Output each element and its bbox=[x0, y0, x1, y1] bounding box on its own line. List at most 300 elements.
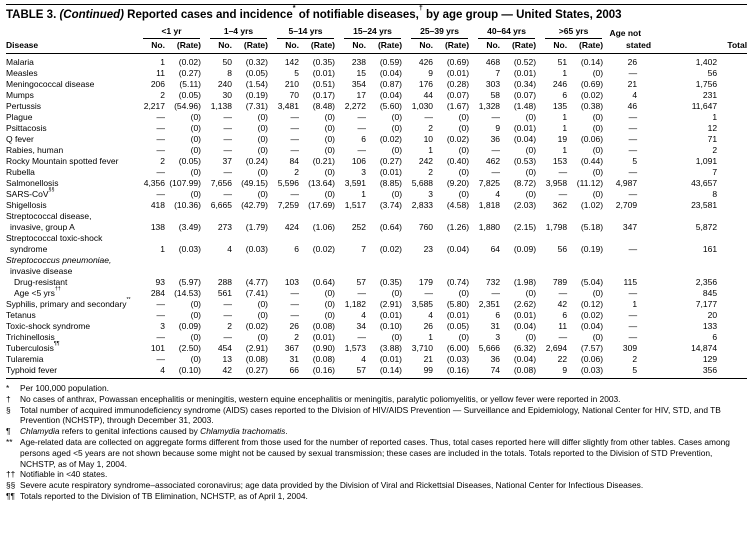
cell-rate: (7.41) bbox=[245, 288, 268, 298]
cell-rate: (0.14) bbox=[580, 57, 604, 67]
cell-rate: (0) bbox=[257, 112, 268, 122]
disease-name-line bbox=[6, 200, 134, 211]
col-header-no: No. bbox=[402, 39, 433, 54]
cell-rate: (0) bbox=[324, 288, 336, 298]
footnote-marker: ¶¶ bbox=[6, 490, 15, 501]
cell-no: 4 bbox=[495, 189, 501, 199]
cell-no: 732 bbox=[485, 277, 501, 287]
cell-no: 418 bbox=[150, 200, 165, 210]
cell-no: 6,665 bbox=[210, 200, 232, 210]
disease-name bbox=[6, 354, 134, 365]
cell-no: 70 bbox=[289, 90, 299, 100]
cell-no: 288 bbox=[217, 277, 232, 287]
col-header-disease: Disease bbox=[6, 39, 134, 54]
disease-group-header-row bbox=[6, 255, 747, 277]
superscript-marker: ** bbox=[126, 296, 131, 303]
cell-no: 57 bbox=[356, 277, 367, 287]
disease-row bbox=[6, 299, 747, 310]
col-header-no: No. bbox=[335, 39, 366, 54]
cell-rate: (0.34) bbox=[513, 79, 537, 89]
disease-name-line bbox=[6, 222, 134, 233]
superscript-marker: ¶¶ bbox=[53, 340, 60, 347]
cell-rate: (0) bbox=[458, 145, 470, 155]
cell-rate: (0.69) bbox=[446, 57, 470, 67]
cell-rate: (0.02) bbox=[379, 244, 403, 254]
text-segment: Tularemia bbox=[6, 354, 44, 364]
cell-rate: (0.03) bbox=[245, 244, 268, 254]
col-header-rate: (Rate) bbox=[299, 39, 335, 54]
cell-no: — bbox=[156, 310, 165, 320]
disease-name-line bbox=[6, 134, 134, 145]
cell-age-not-stated: — bbox=[628, 123, 638, 133]
cell-rate: (0.05) bbox=[245, 68, 268, 78]
top-rule bbox=[6, 4, 747, 5]
cell-rate: (0.09) bbox=[178, 321, 201, 331]
cell-no: 31 bbox=[289, 354, 299, 364]
disease-row bbox=[6, 288, 747, 299]
cell-no: 3 bbox=[495, 332, 501, 342]
cell-no: — bbox=[156, 354, 165, 364]
cell-no: 3,710 bbox=[411, 343, 434, 353]
cell-no: — bbox=[290, 112, 299, 122]
text-segment: . bbox=[285, 426, 288, 437]
cell-rate: (3.49) bbox=[178, 222, 201, 232]
cell-total: 56 bbox=[707, 68, 718, 78]
disease-name bbox=[6, 186, 134, 200]
cell-no: — bbox=[156, 134, 165, 144]
cell-rate: (0.40) bbox=[446, 156, 470, 166]
cell-total: 161 bbox=[702, 244, 718, 254]
cell-age-not-stated: 347 bbox=[622, 222, 638, 232]
cell-no: — bbox=[357, 288, 367, 298]
cell-no: 57 bbox=[335, 365, 366, 379]
age-group-header-25-39yrs bbox=[402, 26, 469, 39]
footnote-text bbox=[20, 469, 747, 480]
cell-no: 468 bbox=[485, 57, 501, 67]
cell-rate: (0) bbox=[324, 123, 336, 133]
cell-rate: (0) bbox=[525, 332, 537, 342]
cell-no: — bbox=[223, 145, 232, 155]
cell-rate: (0.02) bbox=[245, 321, 268, 331]
cell-rate: (0) bbox=[190, 310, 201, 320]
text-segment: Malaria bbox=[6, 57, 34, 67]
cell-rate: (0.02) bbox=[580, 90, 604, 100]
age-group-label: 40–64 yrs bbox=[478, 26, 535, 39]
cell-total: 2 bbox=[712, 145, 718, 155]
footnote bbox=[6, 437, 747, 469]
cell-rate: (0) bbox=[458, 112, 470, 122]
cell-age-not-stated: — bbox=[628, 310, 638, 320]
cell-rate: (0) bbox=[592, 68, 604, 78]
cell-no: — bbox=[223, 332, 232, 342]
age-group-label: >65 yrs bbox=[545, 26, 602, 39]
cell-rate: (0.08) bbox=[312, 354, 336, 364]
cell-total: 231 bbox=[702, 90, 718, 100]
cell-rate: (0.09) bbox=[513, 244, 537, 254]
cell-no: — bbox=[156, 189, 165, 199]
cell-no: 99 bbox=[402, 365, 433, 379]
disease-name-line bbox=[6, 354, 134, 365]
cell-age-not-stated: 309 bbox=[622, 343, 638, 353]
text-segment: Total number of acquired immunodeficiency syndrome (AIDS) cases reported to the Division of HIV/AIDS Prevention — Surveillance and Epidemiology, National Center for HIV, STD, and TB Prevention (NCHSTP), through December 31, 2003. bbox=[20, 404, 721, 426]
cell-no: 5,596 bbox=[277, 178, 299, 188]
text-segment: Tetanus bbox=[6, 310, 36, 320]
disease-name-line bbox=[6, 285, 134, 299]
cell-total: 1,091 bbox=[695, 156, 718, 166]
cell-rate: (2.91) bbox=[245, 343, 268, 353]
cell-no: 153 bbox=[552, 156, 568, 166]
cell-rate: (1.98) bbox=[513, 277, 537, 287]
text-segment: Notifiable in <40 states. bbox=[20, 469, 108, 480]
cell-rate: (0) bbox=[324, 145, 336, 155]
cell-rate: (0.21) bbox=[312, 156, 336, 166]
cell-no: 36 bbox=[490, 134, 501, 144]
cell-no: 135 bbox=[552, 101, 568, 111]
cell-no: 26 bbox=[289, 321, 299, 331]
cell-no: 1 bbox=[562, 123, 568, 133]
cell-age-not-stated: — bbox=[628, 332, 638, 342]
disease-name-line bbox=[6, 310, 134, 321]
footnote-text bbox=[20, 405, 747, 427]
disease-name bbox=[6, 79, 134, 90]
cell-rate: (0.27) bbox=[178, 68, 201, 78]
cell-rate: (0.59) bbox=[379, 57, 403, 67]
cell-no: 1,517 bbox=[344, 200, 367, 210]
cell-rate: (0) bbox=[257, 123, 268, 133]
cell-no: 66 bbox=[268, 365, 299, 379]
col-header-no: No. bbox=[469, 39, 500, 54]
cell-rate: (0) bbox=[257, 134, 268, 144]
cell-no: 2,351 bbox=[478, 299, 501, 309]
cell-rate: (49.15) bbox=[241, 178, 268, 188]
footnote bbox=[6, 491, 747, 502]
cell-no: 4 bbox=[134, 365, 165, 379]
age-group-label: 25–39 yrs bbox=[411, 26, 468, 39]
cell-age-not-stated: 46 bbox=[627, 101, 638, 111]
cell-no: 93 bbox=[155, 277, 165, 287]
disease-name bbox=[6, 332, 134, 343]
cell-rate: (0) bbox=[257, 310, 268, 320]
cell-no: — bbox=[156, 145, 165, 155]
cell-no: 42 bbox=[557, 299, 568, 309]
cell-total: 14,874 bbox=[691, 343, 718, 353]
cell-age-not-stated: 26 bbox=[627, 57, 638, 67]
disease-name-line bbox=[6, 68, 134, 79]
footnote-marker: §§ bbox=[6, 480, 16, 491]
cell-age-not-stated: — bbox=[628, 321, 638, 331]
footnote-marker: †† bbox=[6, 469, 16, 480]
cell-rate: (6.00) bbox=[446, 343, 470, 353]
cell-rate: (0.53) bbox=[513, 156, 537, 166]
cell-rate: (6.32) bbox=[513, 343, 537, 353]
footnote bbox=[6, 469, 747, 480]
cell-no: 15 bbox=[356, 68, 367, 78]
disease-row bbox=[6, 332, 747, 343]
cell-age-not-stated: — bbox=[628, 167, 638, 177]
text-segment: Salmonellosis bbox=[6, 178, 59, 188]
cell-no: 19 bbox=[557, 134, 568, 144]
cell-age-not-stated: 5 bbox=[632, 156, 638, 166]
disease-name bbox=[6, 123, 134, 134]
disease-name-line bbox=[6, 112, 134, 123]
disease-row bbox=[6, 354, 747, 365]
disease-row bbox=[6, 101, 747, 112]
disease-name bbox=[6, 145, 134, 156]
cell-no: 11 bbox=[156, 68, 165, 78]
cell-no: — bbox=[290, 310, 299, 320]
disease-name bbox=[6, 233, 134, 255]
cell-no: — bbox=[290, 123, 299, 133]
cell-rate: (3.88) bbox=[379, 343, 403, 353]
cell-rate: (0.69) bbox=[580, 79, 604, 89]
cell-no: 1 bbox=[562, 112, 568, 122]
cell-age-not-stated: 4,987 bbox=[615, 178, 638, 188]
cell-rate: (0.01) bbox=[312, 68, 336, 78]
cell-no: 4 bbox=[361, 354, 367, 364]
cell-total: 1,402 bbox=[695, 57, 718, 67]
cell-no: 1 bbox=[361, 189, 367, 199]
cell-age-not-stated: 4 bbox=[632, 90, 638, 100]
cell-no: 789 bbox=[552, 277, 568, 287]
age-group-header-5-14yrs bbox=[268, 26, 335, 39]
cell-rate: (0.10) bbox=[165, 365, 201, 379]
cell-no: 1 bbox=[562, 145, 568, 155]
cell-rate: (0) bbox=[391, 332, 403, 342]
cell-no: 303 bbox=[485, 79, 501, 89]
cell-rate: (0.03) bbox=[446, 354, 470, 364]
cell-no: 1,182 bbox=[344, 299, 367, 309]
cell-rate: (0.44) bbox=[580, 156, 604, 166]
col-header-rate: (Rate) bbox=[165, 39, 201, 54]
cell-no: 238 bbox=[351, 57, 367, 67]
cell-rate: (0.02) bbox=[379, 134, 403, 144]
cell-age-not-stated: — bbox=[628, 288, 638, 298]
text-segment: Plague bbox=[6, 112, 33, 122]
text-segment: Measles bbox=[6, 68, 38, 78]
cell-no: — bbox=[156, 112, 165, 122]
cell-rate: (2.62) bbox=[513, 299, 537, 309]
cell-no: — bbox=[424, 112, 434, 122]
text-segment: Streptococcus pneumoniae, bbox=[6, 255, 112, 265]
disease-row bbox=[6, 178, 747, 189]
disease-name bbox=[6, 365, 134, 379]
col-header-no: No. bbox=[536, 39, 567, 54]
col-header-no: No. bbox=[268, 39, 299, 54]
cell-rate: (0) bbox=[257, 167, 268, 177]
cell-rate: (0) bbox=[391, 112, 403, 122]
disease-name-line bbox=[6, 156, 134, 167]
cell-no: — bbox=[290, 189, 299, 199]
text-segment: Mumps bbox=[6, 90, 34, 100]
cell-no: 252 bbox=[351, 222, 367, 232]
footnote-marker: † bbox=[6, 393, 11, 404]
text-segment: Chlamydia trachomatis bbox=[200, 426, 286, 437]
text-segment: Rubella bbox=[6, 167, 35, 177]
disease-row bbox=[6, 321, 747, 332]
cell-rate: (0.32) bbox=[245, 57, 268, 67]
disease-name-line bbox=[6, 79, 134, 90]
cell-no: 2,833 bbox=[411, 200, 434, 210]
table-title bbox=[6, 3, 747, 22]
footnote bbox=[6, 426, 747, 437]
cell-rate: (0) bbox=[391, 288, 403, 298]
cell-no: 6 bbox=[562, 310, 568, 320]
cell-rate: (7.31) bbox=[245, 101, 268, 111]
cell-no: — bbox=[357, 112, 367, 122]
cell-no: 1,818 bbox=[478, 200, 501, 210]
cell-rate: (0.04) bbox=[379, 90, 403, 100]
cell-no: — bbox=[558, 189, 568, 199]
cell-no: 51 bbox=[557, 57, 568, 67]
cell-rate: (0) bbox=[324, 189, 336, 199]
cell-no: 101 bbox=[150, 343, 165, 353]
cell-no: 240 bbox=[217, 79, 232, 89]
cell-no: 8 bbox=[227, 68, 232, 78]
cell-no: 23 bbox=[423, 244, 434, 254]
cell-rate: (0.01) bbox=[312, 332, 336, 342]
cell-no: 4 bbox=[361, 310, 367, 320]
cell-no: 1 bbox=[428, 145, 434, 155]
cell-rate: (0.06) bbox=[580, 354, 604, 364]
text-segment: syndrome bbox=[10, 244, 48, 254]
text-segment: by age group — United States, 2003 bbox=[422, 9, 622, 21]
text-segment: No cases of anthrax, Powassan encephalitis or meningitis, western equine encephalitis or meningitis, paralytic poliomyelitis, or yellow fever were reported in 2003. bbox=[20, 393, 621, 404]
cell-no: 3 bbox=[428, 189, 434, 199]
cell-rate: (8.72) bbox=[513, 178, 537, 188]
cell-no: 1 bbox=[160, 57, 165, 67]
cell-no: 561 bbox=[217, 288, 232, 298]
text-segment: Streptococcal disease, bbox=[6, 211, 92, 221]
cell-rate: (0.19) bbox=[245, 90, 268, 100]
cell-no: 1,798 bbox=[545, 222, 568, 232]
age-group-header-lt1yr bbox=[134, 26, 201, 39]
header-spacer-disease bbox=[6, 26, 134, 39]
disease-name bbox=[6, 101, 134, 112]
cell-rate: (42.79) bbox=[241, 200, 268, 210]
cell-total: 1,756 bbox=[695, 79, 718, 89]
cell-rate: (0) bbox=[324, 167, 336, 177]
cell-total: 71 bbox=[707, 134, 718, 144]
cell-no: 5,688 bbox=[411, 178, 434, 188]
cell-rate: (0) bbox=[525, 112, 537, 122]
cell-total: 23,581 bbox=[691, 200, 718, 210]
cell-no: — bbox=[357, 145, 367, 155]
cell-no: — bbox=[558, 332, 568, 342]
cell-no: 21 bbox=[423, 354, 434, 364]
cell-no: 2 bbox=[160, 90, 165, 100]
cell-no: 3,958 bbox=[545, 178, 568, 188]
cell-no: 138 bbox=[150, 222, 165, 232]
cell-rate: (0.02) bbox=[446, 134, 470, 144]
superscript-marker: † bbox=[418, 3, 423, 12]
cell-rate: (0) bbox=[458, 189, 470, 199]
col-header-rate: (Rate) bbox=[500, 39, 536, 54]
footnote bbox=[6, 383, 747, 394]
cell-rate: (0) bbox=[190, 332, 201, 342]
footnotes bbox=[6, 383, 747, 502]
cell-age-not-stated: — bbox=[628, 68, 638, 78]
cell-rate: (0) bbox=[257, 145, 268, 155]
cell-rate: (1.48) bbox=[513, 101, 537, 111]
cell-no: 424 bbox=[284, 222, 299, 232]
cell-no: 2,694 bbox=[545, 343, 568, 353]
cell-rate: (0) bbox=[592, 332, 604, 342]
cell-rate: (0.12) bbox=[580, 299, 604, 309]
cell-no: 1,328 bbox=[478, 101, 501, 111]
text-segment: Tuberculosis bbox=[6, 343, 54, 353]
cell-no: 64 bbox=[490, 244, 501, 254]
cell-no: 7 bbox=[495, 68, 501, 78]
cell-no: — bbox=[491, 145, 501, 155]
disease-name-line bbox=[6, 101, 134, 112]
cell-no: 1 bbox=[562, 68, 568, 78]
text-segment: of notifiable diseases, bbox=[295, 9, 419, 21]
footnote-marker: ¶ bbox=[6, 426, 11, 437]
disease-name-line bbox=[6, 178, 134, 189]
cell-no: 367 bbox=[284, 343, 299, 353]
age-group-header-gt65yrs bbox=[536, 26, 603, 39]
cell-no: 84 bbox=[289, 156, 299, 166]
age-group-header-15-24yrs bbox=[335, 26, 402, 39]
cell-no: 6 bbox=[495, 310, 501, 320]
cell-rate: (0.14) bbox=[366, 365, 402, 379]
cell-rate: (0.10) bbox=[379, 321, 403, 331]
cell-no: 3 bbox=[361, 167, 367, 177]
cell-no: 1 bbox=[160, 244, 165, 254]
cell-total: 43,657 bbox=[691, 178, 718, 188]
disease-name-line bbox=[6, 123, 134, 134]
cell-no: — bbox=[558, 288, 568, 298]
cell-no: 2,217 bbox=[143, 101, 165, 111]
disease-name-line bbox=[6, 167, 134, 178]
cell-rate: (0) bbox=[458, 167, 470, 177]
header-row-subcolumns bbox=[6, 39, 747, 54]
cell-rate: (0.27) bbox=[232, 365, 268, 379]
cell-rate: (0) bbox=[391, 189, 403, 199]
text-segment: Rabies, human bbox=[6, 145, 64, 155]
disease-name-line bbox=[6, 340, 134, 354]
disease-row bbox=[6, 123, 747, 134]
cell-no: 2 bbox=[160, 156, 165, 166]
cell-rate: (2.91) bbox=[379, 299, 403, 309]
cell-rate: (0.38) bbox=[580, 101, 604, 111]
text-segment: Meningococcal disease bbox=[6, 79, 95, 89]
cell-no: 462 bbox=[485, 156, 501, 166]
cell-rate: (0.01) bbox=[513, 68, 537, 78]
cell-no: — bbox=[223, 310, 232, 320]
cell-no: — bbox=[290, 288, 299, 298]
cell-rate: (1.06) bbox=[312, 222, 336, 232]
disease-name-line bbox=[6, 365, 134, 376]
cell-age-not-stated: 1 bbox=[632, 299, 638, 309]
cell-rate: (5.60) bbox=[379, 101, 403, 111]
cell-no: 2 bbox=[428, 123, 434, 133]
cell-no: 50 bbox=[222, 57, 232, 67]
cell-rate: (0) bbox=[190, 112, 201, 122]
cell-no: 30 bbox=[222, 90, 232, 100]
cell-no: — bbox=[223, 167, 232, 177]
cell-no: 42 bbox=[201, 365, 232, 379]
cell-rate: (0.05) bbox=[178, 90, 201, 100]
disease-name bbox=[6, 167, 134, 178]
cell-rate: (0.28) bbox=[446, 79, 470, 89]
cell-no: 2 bbox=[294, 167, 299, 177]
text-segment: Pertussis bbox=[6, 101, 41, 111]
cell-no: 3,481 bbox=[277, 101, 299, 111]
cell-total: 5,872 bbox=[695, 222, 718, 232]
cell-rate: (0.03) bbox=[178, 244, 201, 254]
cell-no: 273 bbox=[217, 222, 232, 232]
